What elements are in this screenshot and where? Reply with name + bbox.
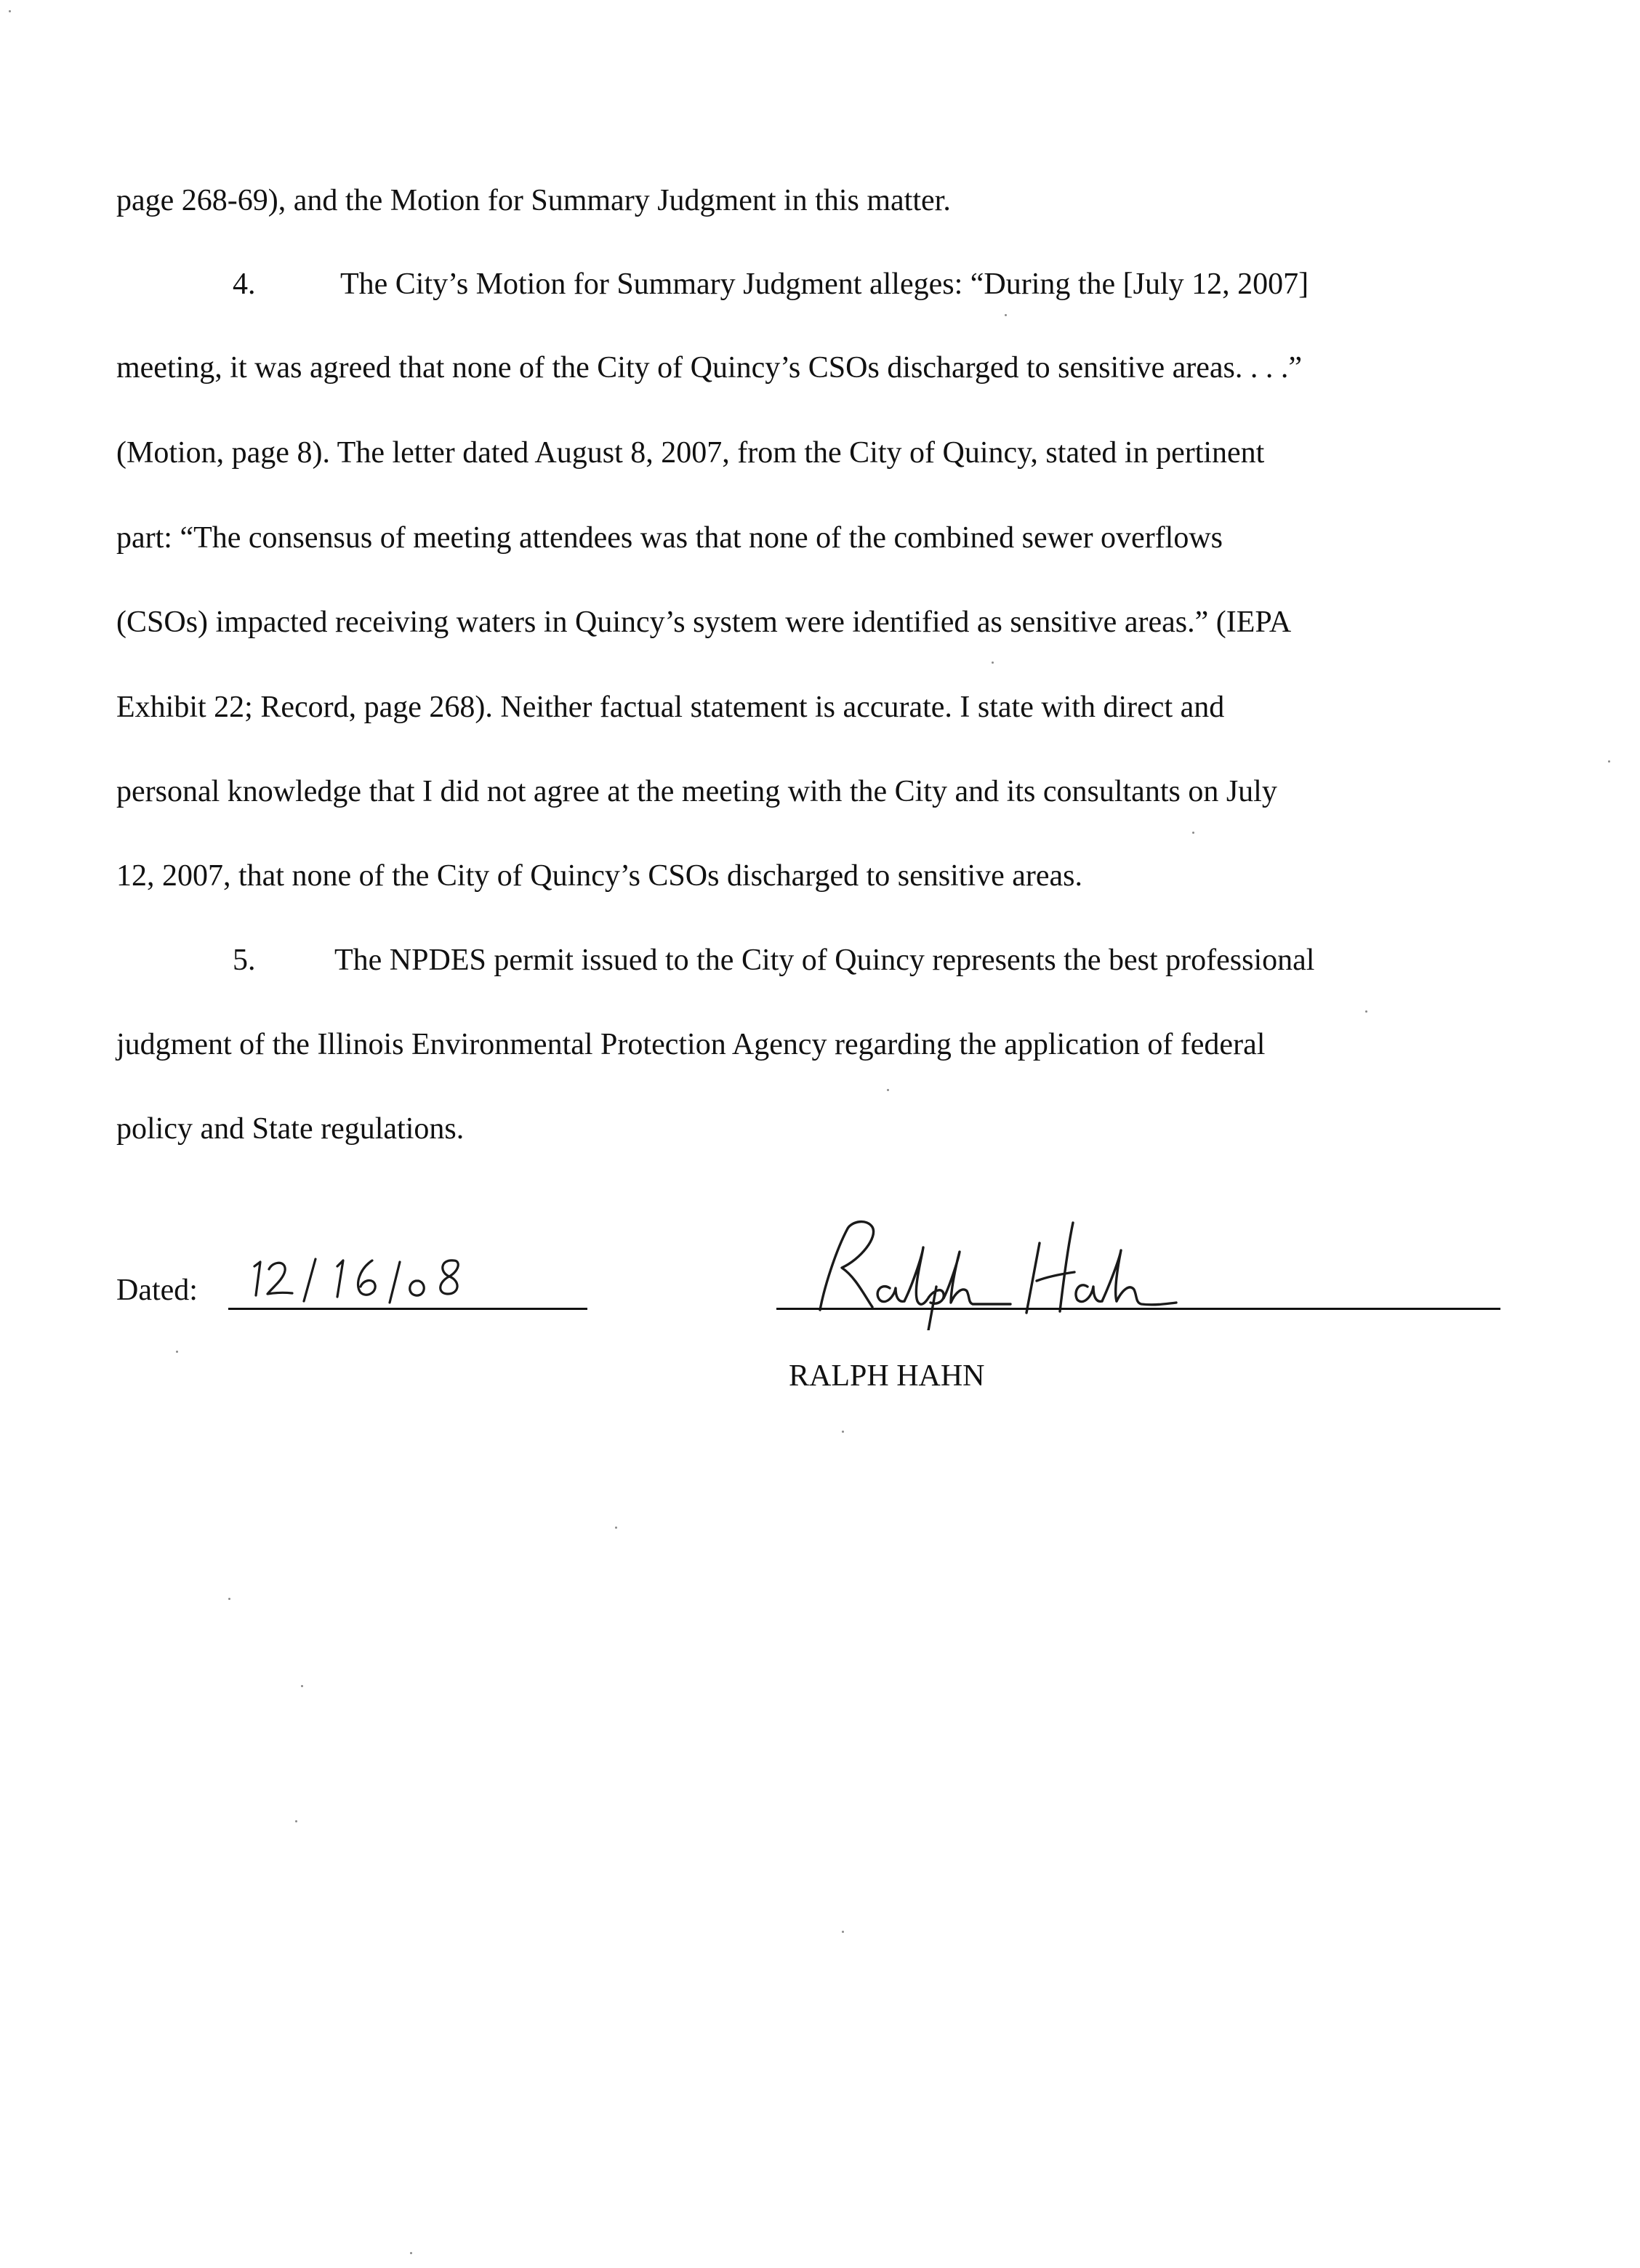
- scan-speck: [887, 1089, 889, 1091]
- paragraph-number-4: 4.: [233, 268, 256, 301]
- scan-speck: [410, 2252, 412, 2254]
- scan-speck: [615, 1527, 617, 1529]
- scan-speck: [842, 1931, 844, 1933]
- body-line-6: (CSOs) impacted receiving waters in Quincy’s system were identified as sensitive areas.” (IEPA: [116, 606, 1292, 639]
- scan-speck: [1192, 832, 1194, 834]
- signer-name: RALPH HAHN: [789, 1359, 985, 1393]
- body-line-3: meeting, it was agreed that none of the City of Quincy’s CSOs discharged to sensitive areas. . . .”: [116, 351, 1303, 385]
- signature-line: [776, 1308, 1500, 1310]
- scan-speck: [228, 1598, 230, 1600]
- body-line-11: judgment of the Illinois Environmental Protection Agency regarding the application of federal: [116, 1028, 1266, 1061]
- paragraph-number-5: 5.: [233, 944, 256, 977]
- body-line-1: page 268-69), and the Motion for Summary Judgment in this matter.: [116, 184, 951, 217]
- body-line-9: 12, 2007, that none of the City of Quincy’s CSOs discharged to sensitive areas.: [116, 859, 1083, 893]
- signature: [794, 1207, 1230, 1330]
- scan-speck: [992, 662, 994, 664]
- scan-speck: [9, 10, 11, 12]
- body-line-12: policy and State regulations.: [116, 1112, 465, 1146]
- scan-speck: [301, 1685, 303, 1687]
- scan-speck: [1608, 760, 1610, 763]
- scan-speck: [295, 1820, 297, 1822]
- body-line-8: personal knowledge that I did not agree at the meeting with the City and its consultants on July: [116, 775, 1277, 808]
- body-line-4: (Motion, page 8). The letter dated August 8, 2007, from the City of Quincy, stated in pertinent: [116, 436, 1265, 470]
- body-line-10: The NPDES permit issued to the City of Quincy represents the best professional: [334, 944, 1315, 977]
- dated-label: Dated:: [116, 1274, 198, 1307]
- handwritten-date: [244, 1244, 550, 1307]
- scan-speck: [1365, 1010, 1367, 1013]
- body-line-2: The City’s Motion for Summary Judgment alleges: “During the [July 12, 2007]: [340, 268, 1309, 301]
- scan-speck: [842, 1431, 844, 1433]
- body-line-7: Exhibit 22; Record, page 268). Neither factual statement is accurate. I state with direct and: [116, 691, 1225, 724]
- body-line-5: part: “The consensus of meeting attendees was that none of the combined sewer overflows: [116, 521, 1223, 555]
- scan-speck: [176, 1351, 178, 1353]
- date-line: [228, 1308, 587, 1310]
- scan-speck: [1005, 314, 1007, 316]
